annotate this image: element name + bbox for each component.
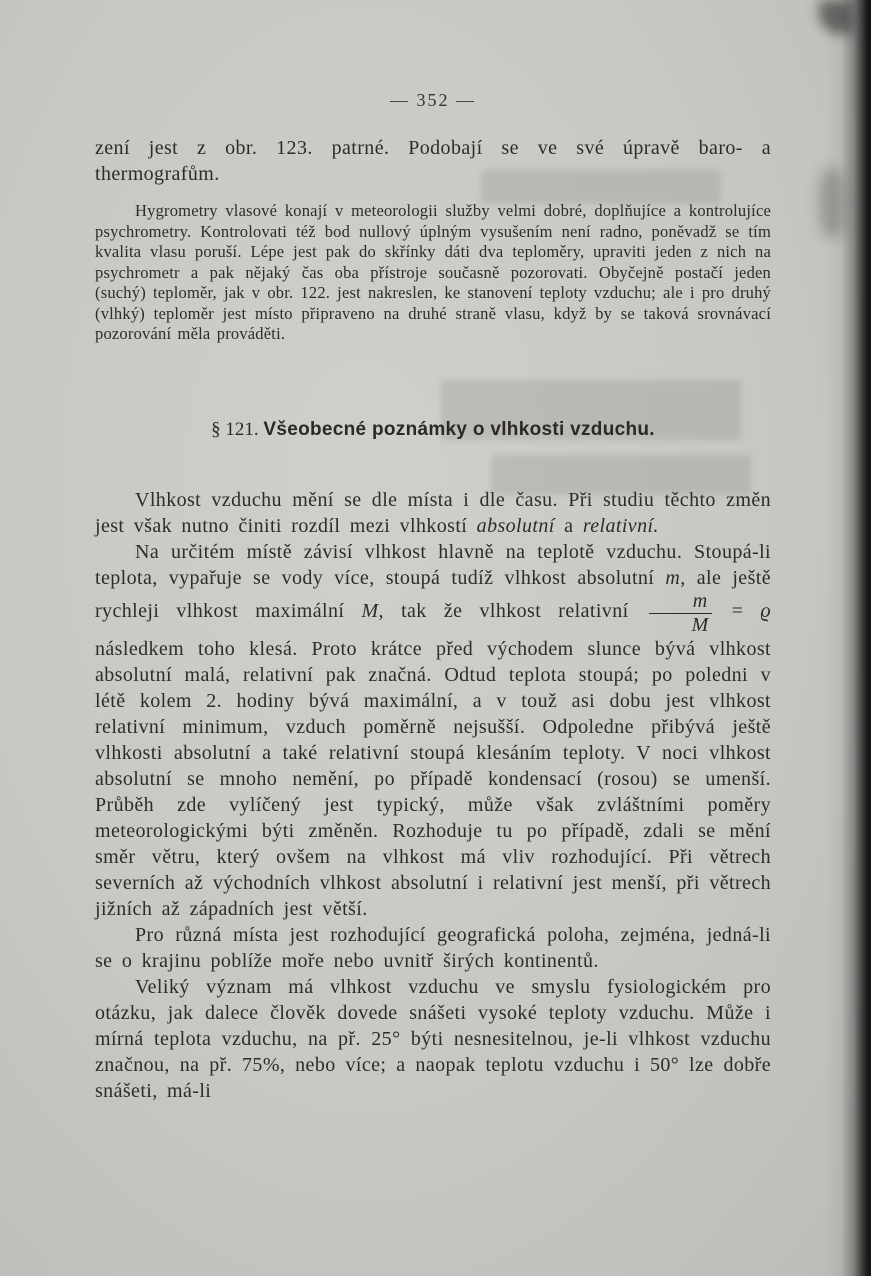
text-segment: = bbox=[714, 599, 761, 622]
text-segment: Všeobecné poznámky o vlhkosti vzduchu. bbox=[263, 418, 655, 440]
text-segment: a bbox=[554, 514, 583, 537]
text-segment: , tak že vlhkost relativní bbox=[378, 599, 646, 622]
text-segment: Hygrometry vlasové konají v meteorologii služby velmi dobré, doplňujíce a kontrolujíce psychrometry. Kontrolovati též bod nullový úplným vysušením není radno, poněvadž se tím kvalita vlasu poruší. Lépe jest pak do skřínky dáti dva teploměry, upraviti jeden z nich na psychrometr a pak nějaký čas oba přístroje současně pozorovati. Obyčejně postačí jeden (suchý) teploměr, jak v obr. 122. jest nakreslen, ke stanovení teploty vzduchu; ale i pro druhý (vlhký) teploměr jest místo připraveno na druhé straně vlasu, když by se taková srovnávací pozorování měla prováděti. bbox=[95, 201, 771, 343]
section-heading bbox=[95, 417, 771, 443]
text-segment: M bbox=[361, 599, 379, 622]
text-segment: , ale ještě rychleji vlhkost maximální bbox=[95, 566, 771, 622]
paragraph bbox=[95, 487, 771, 539]
paragraph bbox=[95, 922, 771, 974]
paragraph bbox=[95, 539, 771, 922]
text-segment: následkem toho klesá. Proto krátce před východem slunce bývá vlhkost absolutní malá, relativní pak značná. Odtud teplota stoupá; po poledni v létě kolem 2. hodiny bývá maximální, a v touž asi dobu jest vlhkost relativní minimum, vzduch poměrně nejsušší. Odpoledne přibývá ještě vlhkosti absolutní a také relativní stoupá klesáním teploty. V noci vlhkost absolutní se mnoho nemění, po případě kondensací (rosou) se umenší. Průběh zde vylíčený jest typický, může však zvláštními poměry meteorologickými býti změněn. Rozhoduje tu po případě, zdali se mění směr větru, který ovšem na vlhkost má vliv rozhodující. Při větrech severních až východních vlhkost absolutní i relativní jest menší, při větrech jižních až západních jest větší. bbox=[95, 637, 771, 920]
page-number: — 352 — bbox=[390, 90, 476, 110]
text-blocks bbox=[95, 135, 771, 1104]
text-segment: absolutní bbox=[476, 514, 555, 537]
paragraph-continuation bbox=[95, 135, 771, 187]
text-segment: Na určitém místě závisí vlhkost hlavně na teplotě vzduchu. Stoupá-li teplota, vypařuje se vody více, stoupá tudíž vlhkost absolutní bbox=[95, 540, 771, 589]
text-segment: Vlhkost vzduchu mění se dle místa i dle času. Při studiu těchto změn jest však nutno činiti rozdíl mezi vlhkostí bbox=[95, 488, 771, 537]
paragraph-small-print bbox=[95, 201, 771, 345]
text-segment: m bbox=[665, 566, 681, 589]
edge-smudge bbox=[819, 168, 845, 238]
paragraph bbox=[95, 974, 771, 1104]
inline-fraction-m-over-M: $\frac{m}{M}$ bbox=[649, 591, 712, 636]
text-segment: ϱ bbox=[760, 599, 771, 622]
text-segment: Pro různá místa jest rozhodující geografická poloha, zejména, jedná-li se o krajinu poblíže moře nebo uvnitř širých kontinentů. bbox=[95, 923, 771, 972]
text-segment: Veliký význam má vlhkost vzduchu ve smyslu fysiologickém pro otázku, jak dalece člověk dovede snášeti vysoké teploty vzduchu. Může i mírná teplota vzduchu, na př. 25° býti nesnesitelnou, je-li vlhkost vzduchu značnou, na př. 75%, nebo více; a naopak teplotu vzduchu i 50° lze dobře snášeti, má-li bbox=[95, 975, 771, 1102]
text-segment: zení jest z obr. 123. patrné. Podobají se ve své úpravě baro- a thermografům. bbox=[95, 137, 771, 185]
text-segment: § 121. bbox=[211, 418, 264, 440]
text-segment: relativní. bbox=[582, 514, 659, 537]
